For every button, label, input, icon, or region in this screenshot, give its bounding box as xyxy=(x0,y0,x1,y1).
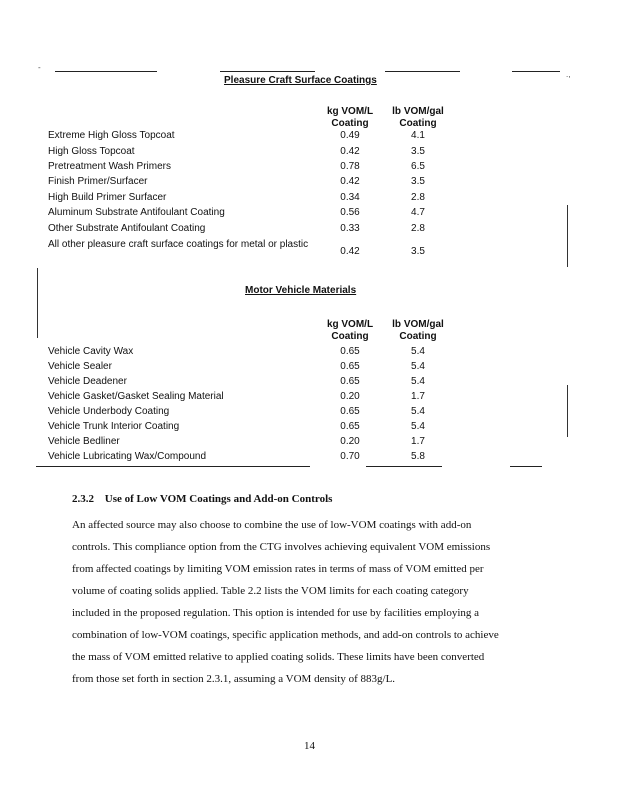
row-label: High Gloss Topcoat xyxy=(48,146,135,157)
row-lb-value: 2.8 xyxy=(411,223,425,234)
table-row xyxy=(48,207,468,222)
row-kg-value: 0.34 xyxy=(340,192,360,203)
row-lb-value: 3.5 xyxy=(411,176,425,187)
page-number: 14 xyxy=(304,740,315,752)
row-kg-value: 0.65 xyxy=(340,346,360,357)
table-row xyxy=(48,223,468,238)
row-kg-value: 0.56 xyxy=(340,207,360,218)
row-kg-value: 0.78 xyxy=(340,161,360,172)
row-kg-value: 0.20 xyxy=(340,391,360,402)
row-label: Vehicle Gasket/Gasket Sealing Material xyxy=(48,391,224,402)
row-label: Vehicle Lubricating Wax/Compound xyxy=(48,451,207,462)
table-row xyxy=(48,361,468,376)
row-kg-value: 0.20 xyxy=(340,436,360,447)
row-label: All other pleasure craft surface coatings for metal or plastic xyxy=(48,239,309,250)
row-label: Vehicle Deadener xyxy=(48,376,127,387)
paragraph-line: An affected source may also choose to combine the use of low-VOM coatings with add-on xyxy=(72,519,472,531)
section-number: 2.3.2 xyxy=(72,493,94,505)
row-lb-value: 5.8 xyxy=(411,451,425,462)
paragraph-line: the mass of VOM emitted relative to applied coating solids. These limits have been converted xyxy=(72,651,485,663)
row-lb-value: 2.8 xyxy=(411,192,425,203)
column-header-lb: lb VOM/gal Coating xyxy=(392,106,444,129)
scan-vline xyxy=(37,268,38,338)
row-label: Vehicle Underbody Coating xyxy=(48,406,170,417)
row-label: Vehicle Cavity Wax xyxy=(48,346,134,357)
scan-vline xyxy=(567,385,568,437)
row-lb-value: 5.4 xyxy=(411,421,425,432)
column-header-lb: lb VOM/gal Coating xyxy=(392,319,444,342)
paragraph-line: volume of coating solids applied. Table 2.2 lists the VOM limits for each coating category xyxy=(72,585,469,597)
row-lb-value: 6.5 xyxy=(411,161,425,172)
row-lb-value: 1.7 xyxy=(411,436,425,447)
table-row xyxy=(48,391,468,406)
paragraph-line: from those set forth in section 2.3.1, assuming a VOM density of 883g/L. xyxy=(72,673,396,685)
row-lb-value: 5.4 xyxy=(411,361,425,372)
top-rule-3 xyxy=(385,71,460,72)
top-rule-4 xyxy=(512,71,560,72)
scan-vline xyxy=(567,205,568,267)
row-lb-value: 4.7 xyxy=(411,207,425,218)
paragraph-line: included in the proposed regulation. This option is intended for use by facilities employing a xyxy=(72,607,480,619)
bottom-rule-1 xyxy=(36,466,310,467)
table-row xyxy=(48,239,468,267)
row-kg-value: 0.42 xyxy=(340,246,360,257)
table-row xyxy=(48,406,468,421)
section-title: Use of Low VOM Coatings and Add-on Controls xyxy=(104,493,333,505)
row-label: Pretreatment Wash Primers xyxy=(48,161,171,172)
table-row xyxy=(48,421,468,436)
table-row xyxy=(48,146,468,161)
row-kg-value: 0.65 xyxy=(340,376,360,387)
table-row xyxy=(48,161,468,176)
table-row xyxy=(48,346,468,361)
row-label: Extreme High Gloss Topcoat xyxy=(48,130,175,141)
scan-mark: ., xyxy=(566,70,571,79)
row-lb-value: 4.1 xyxy=(411,130,425,141)
column-header-kg: kg VOM/L Coating xyxy=(326,106,374,129)
table-row xyxy=(48,192,468,207)
section-heading xyxy=(72,493,332,505)
paragraph-line: from affected coatings by limiting VOM emission rates in terms of mass of VOM emitted per xyxy=(72,563,484,575)
bottom-rule-3 xyxy=(510,466,542,467)
row-label: Vehicle Bedliner xyxy=(48,436,120,447)
row-label: High Build Primer Surfacer xyxy=(48,192,167,203)
row-lb-value: 5.4 xyxy=(411,346,425,357)
paragraph-line: combination of low-VOM coatings, specific application methods, and add-on controls to achieve xyxy=(72,629,499,641)
row-kg-value: 0.65 xyxy=(340,361,360,372)
row-kg-value: 0.42 xyxy=(340,146,360,157)
table-row xyxy=(48,451,468,466)
table-row xyxy=(48,130,468,145)
row-kg-value: 0.49 xyxy=(340,130,360,141)
table-row xyxy=(48,376,468,391)
column-header-kg: kg VOM/L Coating xyxy=(326,319,374,342)
row-kg-value: 0.65 xyxy=(340,406,360,417)
row-label: Vehicle Trunk Interior Coating xyxy=(48,421,180,432)
bottom-rule-2 xyxy=(366,466,442,467)
scan-mark: - xyxy=(38,63,41,72)
row-lb-value: 1.7 xyxy=(411,391,425,402)
row-label: Aluminum Substrate Antifoulant Coating xyxy=(48,207,225,218)
row-kg-value: 0.42 xyxy=(340,176,360,187)
table-title: Pleasure Craft Surface Coatings xyxy=(224,75,377,86)
row-lb-value: 3.5 xyxy=(411,246,425,257)
row-lb-value: 5.4 xyxy=(411,406,425,417)
row-kg-value: 0.70 xyxy=(340,451,360,462)
top-rule-1 xyxy=(55,71,157,72)
paragraph-line: controls. This compliance option from the CTG involves achieving equivalent VOM emissions xyxy=(72,541,491,553)
row-kg-value: 0.33 xyxy=(340,223,360,234)
row-lb-value: 3.5 xyxy=(411,146,425,157)
section-paragraph xyxy=(72,514,558,690)
table-row xyxy=(48,176,468,191)
row-label: Finish Primer/Surfacer xyxy=(48,176,148,187)
table-title: Motor Vehicle Materials xyxy=(245,285,357,296)
table-row xyxy=(48,436,468,451)
row-label: Vehicle Sealer xyxy=(48,361,112,372)
row-label: Other Substrate Antifoulant Coating xyxy=(48,223,206,234)
top-rule-2 xyxy=(220,71,315,72)
row-lb-value: 5.4 xyxy=(411,376,425,387)
row-kg-value: 0.65 xyxy=(340,421,360,432)
